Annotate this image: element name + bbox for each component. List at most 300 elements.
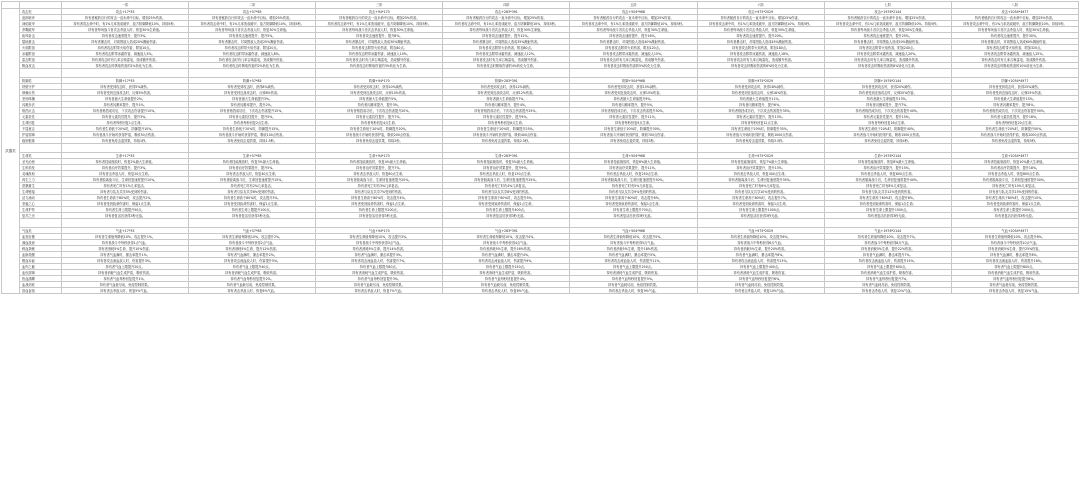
table-cell[interactable]: 持有者消耗5%生命，提升20%伤害。 [697, 246, 824, 252]
empty-cell[interactable] [189, 144, 316, 153]
row-label[interactable]: 格挡反击 [20, 108, 62, 114]
table-cell[interactable]: 持有者暴击时，对周围敌人造成60%溅射伤害。 [951, 39, 1078, 45]
table-cell[interactable]: 持有者击杀敌人时，恢复7%气血。 [316, 288, 443, 294]
table-cell[interactable]: 持有者消耗气血生成护盾，吸收伤害。 [62, 270, 189, 276]
table-cell[interactable]: 持有者攻击时吸取伤害的3%转化为生命。 [316, 63, 443, 69]
table-cell[interactable]: 持有者元素抗性提升，提升15%。 [824, 114, 951, 120]
table-cell[interactable]: 持有者受到致命伤害时，保留1点生命。 [570, 201, 697, 207]
table-cell[interactable]: 持有者治疗效果提升，提升5%。 [189, 165, 316, 171]
table-cell[interactable]: 持有者消耗5%生命，提升10%伤害。 [62, 246, 189, 252]
table-cell[interactable]: 持有者消耗5%生命，提升12%伤害。 [189, 246, 316, 252]
table-cell[interactable]: 持有者气血每秒回复提升7%。 [824, 276, 951, 282]
table-cell[interactable]: 持有者受到攻击时，获得20%减伤。 [824, 84, 951, 90]
table-cell[interactable]: 持有者攻击速度提升，提升25%。 [824, 33, 951, 39]
row-label[interactable]: 裂地重击 [20, 39, 62, 45]
table-cell[interactable]: 持有者闪避率提升，提升8%。 [951, 102, 1078, 108]
table-cell[interactable]: 气血+17*35 [62, 228, 189, 234]
table-cell[interactable]: 持有者战斗中每秒获得6点气血。 [697, 240, 824, 246]
row-label[interactable]: 血脉觉醒 [20, 252, 62, 258]
table-cell[interactable]: 持有者攻击流血敌人时，伤害提升9%。 [443, 258, 570, 264]
table-cell[interactable]: 持有者攻击附带火焰伤害，附加180点。 [697, 45, 824, 51]
table-cell[interactable]: 持有者生命上限提升200点。 [316, 207, 443, 213]
table-cell[interactable]: 持有者受到近战攻击时，反弹5%伤害。 [62, 90, 189, 96]
table-cell[interactable]: 持有者气血满时，暴击率提升6%。 [697, 252, 824, 258]
table-cell[interactable]: 持有者暴击时，对周围敌人造成45%溅射伤害。 [697, 39, 824, 45]
table-cell[interactable]: 持有者攻击附带火焰伤害，附加120点。 [570, 45, 697, 51]
table-cell[interactable]: 持有者生命值每降低10%，攻击提升1%。 [62, 234, 189, 240]
table-cell[interactable]: 持有者每场战斗首次击杀敌人时，恢复30%生命值。 [62, 27, 189, 33]
empty-cell[interactable] [316, 144, 443, 153]
table-cell[interactable]: 攻击+57*85 [189, 9, 316, 15]
table-cell[interactable]: 防御+2054*4977 [951, 78, 1078, 84]
table-cell[interactable]: 持有者攻击流血敌人时，伤害提升3%。 [62, 258, 189, 264]
table-cell[interactable]: 持有者技能施放时，恢复3%最大生命值。 [189, 159, 316, 165]
table-cell[interactable]: 持有者生命值每降低10%，攻击提升8%。 [951, 234, 1078, 240]
table-cell[interactable]: 持有者脱离战斗后，生命回复速度提升10%。 [62, 177, 189, 183]
row-label[interactable]: 杀戮破军 [20, 27, 62, 33]
table-cell[interactable]: 持有者免疫击退效果，持续2.5秒。 [443, 138, 570, 144]
table-cell[interactable]: 持有者气血满时，暴击率提升8%。 [951, 252, 1078, 258]
table-cell[interactable]: 持有者受到近战攻击时，反弹20%伤害。 [824, 90, 951, 96]
table-cell[interactable]: 气血+2054*4977 [951, 228, 1078, 234]
table-cell[interactable]: 持有者气血满时，暴击率提升5%。 [570, 252, 697, 258]
table-cell[interactable]: 持有者复活后获得3秒无敌。 [62, 213, 189, 219]
table-cell[interactable]: 持有者气血每秒回复提升8%。 [951, 276, 1078, 282]
row-label[interactable]: 活力涌动 [20, 195, 62, 201]
table-cell[interactable]: 持有者闪避率提升，提升7%。 [824, 102, 951, 108]
empty-cell[interactable] [20, 144, 62, 153]
row-label[interactable]: 嗜血本能 [20, 258, 62, 264]
table-cell[interactable]: 持有者每场战斗首次击杀敌人时，恢复30%生命值。 [824, 27, 951, 33]
table-cell[interactable]: 防御+57*85 [189, 78, 316, 84]
table-cell[interactable]: 持有者气血上限提升80点。 [316, 264, 443, 270]
table-cell[interactable]: 持有者治疗效果提升，提升3%。 [62, 165, 189, 171]
table-cell[interactable]: 持有者消耗气血生成护盾，吸收伤害。 [951, 270, 1078, 276]
table-cell[interactable]: 持有者死亡时有2%几率复活。 [189, 183, 316, 189]
table-cell[interactable]: 持有者受到致命伤害时，保留1点生命。 [824, 201, 951, 207]
table-cell[interactable]: 持有者格挡成功后，下次攻击伤害提升50%。 [951, 108, 1078, 114]
table-cell[interactable]: 持有者生命上限提升100点。 [189, 207, 316, 213]
empty-cell[interactable] [697, 144, 824, 153]
table-cell[interactable]: 生命+1976*2144 [824, 153, 951, 159]
table-cell[interactable]: 持有者攻击时有几率召唤雷电，造成额外伤害。 [824, 57, 951, 63]
column-header[interactable]: 八阶 [951, 2, 1078, 9]
table-cell[interactable]: 持有者每秒回复6点生命。 [443, 120, 570, 126]
table-cell[interactable]: 持有者攻击附带火焰伤害，附加10点。 [62, 45, 189, 51]
table-cell[interactable]: 持有者暴击时，对周围敌人造成50%溅射伤害。 [824, 39, 951, 45]
table-cell[interactable]: 持有者脱离战斗后，生命回复速度提升30%。 [570, 177, 697, 183]
table-cell[interactable]: 持有者攻击命中时，有1%几率造成破甲，敌方防御降低10%，持续5秒。 [951, 21, 1078, 27]
table-cell[interactable]: 持有者战斗开始时获得护盾，吸收200点伤害。 [316, 132, 443, 138]
table-cell[interactable]: 持有者元素抗性提升，提升18%。 [951, 114, 1078, 120]
row-label[interactable]: 血色屏障 [20, 270, 62, 276]
table-cell[interactable]: 生命+57*85 [189, 153, 316, 159]
table-cell[interactable]: 持有者死亡时有8%几率复活。 [824, 183, 951, 189]
table-cell[interactable]: 持有者气血上限提升800点。 [951, 264, 1078, 270]
table-cell[interactable]: 持有者攻击命中时，有1%几率造成破甲，敌方防御降低10%，持续5秒。 [697, 21, 824, 27]
table-cell[interactable]: 持有者击杀敌人时，恢复5%气血。 [62, 288, 189, 294]
table-cell[interactable]: 持有者攻击附带火焰伤害，附加20点。 [189, 45, 316, 51]
table-cell[interactable]: 持有者免疫击退效果，持续3秒。 [570, 138, 697, 144]
table-cell[interactable]: 持有者脱离战斗后，生命回复速度提升15%。 [189, 177, 316, 183]
table-cell[interactable]: 持有者治疗效果提升，提升7%。 [316, 165, 443, 171]
row-label[interactable]: 血战到底 [20, 282, 62, 288]
table-cell[interactable]: 持有者最大生命值提升9%。 [570, 96, 697, 102]
table-cell[interactable]: 持有者气血每秒回复提升5%。 [570, 276, 697, 282]
table-cell[interactable]: 持有者气血每秒回复提升4%。 [443, 276, 570, 282]
table-cell[interactable]: 生命+504*968 [570, 153, 697, 159]
table-cell[interactable]: 持有者生命高于80%时，攻击提升10%。 [951, 195, 1078, 201]
table-cell[interactable]: 持有者消耗气血生成护盾，吸收伤害。 [443, 270, 570, 276]
table-cell[interactable]: 持有者技能施放时，恢复2%最大生命值。 [62, 159, 189, 165]
table-cell[interactable]: 持有者受到致命伤害时，保留1点生命。 [316, 201, 443, 207]
table-cell[interactable]: 持有者受到致命伤害时，保留1点生命。 [189, 201, 316, 207]
table-cell[interactable]: 持有者免疫击退效果，持续4秒。 [824, 138, 951, 144]
table-cell[interactable]: 持有者死亡时有1%几率复活。 [62, 183, 189, 189]
table-cell[interactable]: 防御+283*391 [443, 78, 570, 84]
table-cell[interactable]: 攻击+17*35 [62, 9, 189, 15]
table-cell[interactable]: 持有者攻击流血敌人时，伤害提升7%。 [316, 258, 443, 264]
table-cell[interactable]: 持有者每场战斗首次击杀敌人时，恢复30%生命值。 [189, 27, 316, 33]
row-label[interactable]: 攻击类 [20, 9, 62, 15]
table-cell[interactable]: 持有者攻击流血敌人时，伤害提升13%。 [697, 258, 824, 264]
table-cell[interactable]: 持有者格挡成功后，下次攻击伤害提升35%。 [697, 108, 824, 114]
table-cell[interactable]: 持有者最大生命值提升11%。 [697, 96, 824, 102]
table-cell[interactable]: 持有者生命低于20%时，防御提升15%。 [189, 126, 316, 132]
empty-cell[interactable] [697, 219, 824, 228]
table-cell[interactable]: 持有者生命高于80%时，攻击提升3%。 [189, 195, 316, 201]
row-label[interactable]: 雷击附加 [20, 57, 62, 63]
table-cell[interactable]: 攻击+504*968 [570, 9, 697, 15]
table-cell[interactable]: 持有者受到近战攻击时，反弹12%伤害。 [443, 90, 570, 96]
table-cell[interactable]: 气血+1976*2144 [824, 228, 951, 234]
table-cell[interactable]: 持有者攻击速度提升，提升5%。 [189, 33, 316, 39]
table-cell[interactable]: 持有者战斗开始时获得护盾，吸收50点伤害。 [62, 132, 189, 138]
table-cell[interactable]: 持有者技能施放时，恢复4%最大生命值。 [316, 159, 443, 165]
table-cell[interactable]: 持有者击杀敌人时，恢复20点生命。 [62, 171, 189, 177]
table-cell[interactable]: 持有者消耗5%生命，提升18%伤害。 [570, 246, 697, 252]
table-cell[interactable]: 生命+94*170 [316, 153, 443, 159]
table-cell[interactable]: 持有者战斗中每秒获得8点气血。 [824, 240, 951, 246]
table-cell[interactable]: 持有者闪避率提升，提升3%。 [316, 102, 443, 108]
row-label[interactable]: 追踪暗斧 [20, 15, 62, 21]
table-cell[interactable]: 持有者暴击时，对周围敌人造成40%溅射伤害。 [570, 39, 697, 45]
empty-cell[interactable] [824, 219, 951, 228]
table-cell[interactable]: 持有者秘药自行的攻击一直未命中目标，增加25%伤害。 [316, 15, 443, 21]
table-cell[interactable]: 攻击+283*391 [443, 9, 570, 15]
table-cell[interactable]: 持有者每秒回复4点生命。 [316, 120, 443, 126]
empty-cell[interactable] [570, 219, 697, 228]
table-cell[interactable]: 持有者受到攻击时，获得12%减伤。 [443, 84, 570, 90]
table-cell[interactable]: 持有者闪避率提升，提升6%。 [697, 102, 824, 108]
row-label[interactable]: 血肉之躯 [20, 264, 62, 270]
table-cell[interactable]: 持有者受到致命伤害时，保留1点生命。 [443, 201, 570, 207]
table-cell[interactable]: 持有者生命高于80%时，攻击提升7%。 [697, 195, 824, 201]
table-cell[interactable]: 气血+94*170 [316, 228, 443, 234]
table-cell[interactable]: 持有者每秒回复20点生命。 [951, 120, 1078, 126]
table-cell[interactable]: 持有者与队友共享15%受到的伤害。 [951, 189, 1078, 195]
table-cell[interactable]: 持有者攻击时有几率召唤雷电，造成额外伤害。 [189, 57, 316, 63]
table-cell[interactable]: 持有者击杀敌人时，恢复800点生命。 [951, 171, 1078, 177]
table-cell[interactable]: 持有者气血耗尽前，免疫控制效果。 [316, 282, 443, 288]
table-cell[interactable]: 持有者攻击附带冰霜伤害，减速敌人18%。 [697, 51, 824, 57]
table-cell[interactable]: 持有者生命高于80%时，攻击提升4%。 [316, 195, 443, 201]
table-cell[interactable]: 持有者战斗开始时获得护盾，吸收1000点伤害。 [697, 132, 824, 138]
table-cell[interactable]: 持有者击杀敌人时，恢复9%气血。 [570, 288, 697, 294]
row-label[interactable]: 元素抗性 [20, 114, 62, 120]
table-cell[interactable]: 持有者攻击时吸取伤害的1%转化为生命。 [62, 63, 189, 69]
column-header[interactable]: 三阶 [316, 2, 443, 9]
table-cell[interactable]: 持有者受到近战攻击时，反弹8%伤害。 [189, 90, 316, 96]
table-cell[interactable]: 持有者每场战斗首次击杀敌人时，恢复30%生命值。 [697, 27, 824, 33]
table-cell[interactable]: 持有者格挡成功后，下次攻击伤害提升15%。 [189, 108, 316, 114]
table-cell[interactable]: 持有者秘药自行的攻击一直未命中目标，增加25%伤害。 [570, 15, 697, 21]
column-header[interactable]: 六阶 [697, 2, 824, 9]
table-cell[interactable]: 持有者死亡时有3%几率复活。 [316, 183, 443, 189]
table-cell[interactable]: 持有者攻击时吸取伤害的2%转化为生命。 [189, 63, 316, 69]
table-cell[interactable]: 持有者攻击流血敌人时，伤害提升11%。 [570, 258, 697, 264]
table-cell[interactable]: 持有者暴击时，对周围敌人造成30%溅射伤害。 [316, 39, 443, 45]
table-cell[interactable]: 持有者气血上限提升40点。 [189, 264, 316, 270]
table-cell[interactable]: 持有者生命低于20%时，防御提升40%。 [824, 126, 951, 132]
table-cell[interactable]: 持有者战斗中每秒获得1点气血。 [62, 240, 189, 246]
table-cell[interactable]: 持有者生命值每降低10%，攻击提升4%。 [443, 234, 570, 240]
empty-cell[interactable] [189, 69, 316, 78]
row-label[interactable]: 灵魂汲取 [20, 171, 62, 177]
table-cell[interactable]: 持有者击杀敌人时，恢复15%气血。 [951, 288, 1078, 294]
table-cell[interactable]: 持有者生命上限提升400点。 [443, 207, 570, 213]
table-cell[interactable]: 持有者气血上限提升20点。 [62, 264, 189, 270]
table-cell[interactable]: 持有者击杀敌人时，恢复150点生命。 [443, 171, 570, 177]
table-cell[interactable]: 生命+975*2029 [697, 153, 824, 159]
table-cell[interactable]: 防御+504*968 [570, 78, 697, 84]
table-cell[interactable]: 持有者每场战斗首次击杀敌人时，恢复30%生命值。 [316, 27, 443, 33]
table-cell[interactable]: 持有者击杀敌人时，恢复12%气血。 [824, 288, 951, 294]
table-cell[interactable]: 持有者闪避率提升，提升4%。 [443, 102, 570, 108]
empty-cell[interactable] [62, 219, 189, 228]
column-header[interactable]: 二阶 [189, 2, 316, 9]
table-cell[interactable]: 持有者消耗气血生成护盾，吸收伤害。 [316, 270, 443, 276]
table-cell[interactable]: 持有者攻击时有几率召唤雷电，造成额外伤害。 [443, 57, 570, 63]
table-cell[interactable]: 持有者最大生命值提升2%。 [62, 96, 189, 102]
table-cell[interactable]: 持有者脱离战斗后，生命回复速度提升35%。 [697, 177, 824, 183]
table-cell[interactable]: 持有者格挡成功后，下次攻击伤害提升25%。 [443, 108, 570, 114]
table-cell[interactable]: 持有者气血耗尽前，免疫控制效果。 [697, 282, 824, 288]
table-cell[interactable]: 持有者生命上限提升2000点。 [951, 207, 1078, 213]
table-cell[interactable]: 持有者与队友共享5%受到的伤害。 [62, 189, 189, 195]
table-cell[interactable]: 持有者击杀敌人时，恢复250点生命。 [570, 171, 697, 177]
table-cell[interactable]: 持有者与队友共享10%受到的伤害。 [697, 189, 824, 195]
table-cell[interactable]: 持有者攻击附带冰霜伤害，减速敌人25%。 [951, 51, 1078, 57]
table-cell[interactable]: 持有者战斗开始时获得护盾，吸收1500点伤害。 [824, 132, 951, 138]
empty-cell[interactable] [443, 219, 570, 228]
table-cell[interactable]: 持有者攻击命中时，有1%几率造成破甲，敌方防御降低10%，持续5秒。 [189, 21, 316, 27]
table-cell[interactable]: 持有者治疗效果提升，提升11%。 [570, 165, 697, 171]
table-cell[interactable]: 持有者攻击时有几率召唤雷电，造成额外伤害。 [62, 57, 189, 63]
empty-cell[interactable] [62, 144, 189, 153]
table-cell[interactable]: 持有者生命高于80%时，攻击提升5%。 [443, 195, 570, 201]
table-cell[interactable]: 持有者治疗效果提升，提升18%。 [951, 165, 1078, 171]
row-label[interactable]: 生命类 [20, 153, 62, 159]
table-cell[interactable]: 持有者攻击附带冰霜伤害，减速敌人15%。 [570, 51, 697, 57]
table-cell[interactable]: 持有者每场战斗首次击杀敌人时，恢复30%生命值。 [951, 27, 1078, 33]
table-cell[interactable]: 持有者生命上限提升700点。 [570, 207, 697, 213]
table-cell[interactable]: 持有者技能施放时，恢复10%最大生命值。 [951, 159, 1078, 165]
table-cell[interactable]: 持有者死亡时有10%几率复活。 [951, 183, 1078, 189]
table-cell[interactable]: 持有者攻击命中时，有1%几率造成破甲，敌方防御降低10%，持续5秒。 [570, 21, 697, 27]
table-cell[interactable]: 持有者气血上限提升600点。 [824, 264, 951, 270]
table-cell[interactable]: 持有者攻击速度提升，提升3%。 [62, 33, 189, 39]
table-cell[interactable]: 持有者击杀敌人时，恢复600点生命。 [824, 171, 951, 177]
row-label[interactable]: 冰霜附加 [20, 51, 62, 57]
table-cell[interactable]: 生命+2054*4977 [951, 153, 1078, 159]
table-cell[interactable]: 持有者每秒回复9点生命。 [570, 120, 697, 126]
row-label[interactable]: 生命链接 [20, 189, 62, 195]
table-cell[interactable]: 持有者闪避率提升，提升5%。 [570, 102, 697, 108]
table-cell[interactable]: 持有者攻击流血敌人时，伤害提升15%。 [824, 258, 951, 264]
table-cell[interactable]: 持有者消耗气血生成护盾，吸收伤害。 [189, 270, 316, 276]
table-cell[interactable]: 持有者每秒回复16点生命。 [824, 120, 951, 126]
table-cell[interactable]: 持有者受到攻击时，获得18%减伤。 [697, 84, 824, 90]
table-cell[interactable]: 持有者复活后获得3秒无敌。 [697, 213, 824, 219]
empty-cell[interactable] [697, 69, 824, 78]
table-cell[interactable]: 持有者攻击附带冰霜伤害，减速敌人5%。 [62, 51, 189, 57]
table-cell[interactable]: 持有者击杀敌人时，恢复40点生命。 [189, 171, 316, 177]
row-label[interactable]: 复苏之光 [20, 213, 62, 219]
table-cell[interactable]: 持有者技能施放时，恢复5%最大生命值。 [443, 159, 570, 165]
table-cell[interactable]: 持有者攻击速度提升，提升16%。 [570, 33, 697, 39]
table-cell[interactable]: 持有者最大生命值提升15%。 [951, 96, 1078, 102]
table-cell[interactable]: 持有者元素抗性提升，提升5%。 [189, 114, 316, 120]
table-cell[interactable]: 持有者消耗5%生命，提升22%伤害。 [824, 246, 951, 252]
table-cell[interactable]: 持有者攻击附带火焰伤害，附加80点。 [443, 45, 570, 51]
empty-cell[interactable] [443, 144, 570, 153]
table-cell[interactable]: 持有者生命高于80%时，攻击提升2%。 [62, 195, 189, 201]
table-cell[interactable]: 持有者脱离战斗后，生命回复速度提升50%。 [951, 177, 1078, 183]
row-label[interactable]: 防御类 [20, 78, 62, 84]
table-cell[interactable]: 持有者受到近战攻击时，反弹25%伤害。 [951, 90, 1078, 96]
table-cell[interactable]: 持有者秘药自行的攻击一直未命中目标，增加25%伤害。 [189, 15, 316, 21]
table-cell[interactable]: 持有者与队友共享8%受到的伤害。 [443, 189, 570, 195]
row-label[interactable]: 浴血奋战 [20, 288, 62, 294]
table-cell[interactable]: 持有者秘药自行的攻击一直未命中目标，增加25%伤害。 [443, 15, 570, 21]
table-cell[interactable]: 持有者消耗5%生命，提升16%伤害。 [443, 246, 570, 252]
table-cell[interactable]: 持有者生命值每降低10%，攻击提升6%。 [697, 234, 824, 240]
table-cell[interactable]: 持有者气血耗尽前，免疫控制效果。 [443, 282, 570, 288]
table-cell[interactable]: 持有者战斗开始时获得护盾，吸收400点伤害。 [443, 132, 570, 138]
table-cell[interactable]: 持有者元素抗性提升，提升3%。 [62, 114, 189, 120]
table-cell[interactable]: 持有者攻击流血敌人时，伤害提升18%。 [951, 258, 1078, 264]
table-cell[interactable]: 持有者攻击命中时，有1%几率造成破甲，敌方防御降低10%，持续5秒。 [443, 21, 570, 27]
table-cell[interactable]: 持有者击杀敌人时，恢复400点生命。 [697, 171, 824, 177]
table-cell[interactable]: 持有者格挡成功后，下次攻击伤害提升40%。 [824, 108, 951, 114]
table-cell[interactable]: 持有者气血每秒回复提升2%。 [189, 276, 316, 282]
empty-cell[interactable] [570, 144, 697, 153]
row-label[interactable]: 圣光治愈 [20, 159, 62, 165]
table-cell[interactable]: 持有者元素抗性提升，提升13%。 [697, 114, 824, 120]
table-cell[interactable]: 持有者攻击附带火焰伤害，附加320点。 [951, 45, 1078, 51]
table-cell[interactable]: 持有者每秒回复1点生命。 [62, 120, 189, 126]
table-cell[interactable]: 持有者受到致命伤害时，保留1点生命。 [62, 201, 189, 207]
row-label[interactable]: 涅槃重生 [20, 183, 62, 189]
column-header[interactable]: 四阶 [443, 2, 570, 9]
table-cell[interactable]: 持有者击杀敌人时，恢复80点生命。 [316, 171, 443, 177]
table-cell[interactable]: 持有者攻击时吸取伤害的4%转化为生命。 [443, 63, 570, 69]
table-cell[interactable]: 持有者暴击时，对周围敌人造成20%溅射伤害。 [62, 39, 189, 45]
row-label[interactable]: 疾风斩击 [20, 33, 62, 39]
table-cell[interactable]: 持有者气血满时，暴击率提升3%。 [316, 252, 443, 258]
column-header[interactable]: 五阶 [570, 2, 697, 9]
row-label[interactable]: 气血类 [20, 228, 62, 234]
row-label[interactable]: 热血沸腾 [20, 276, 62, 282]
table-cell[interactable]: 持有者秘药自行的攻击一直未命中目标，增加25%伤害。 [824, 15, 951, 21]
table-cell[interactable]: 持有者消耗气血生成护盾，吸收伤害。 [697, 270, 824, 276]
row-label[interactable]: 沸血战意 [20, 240, 62, 246]
table-cell[interactable]: 持有者攻击时吸取伤害的6%转化为生命。 [697, 63, 824, 69]
table-cell[interactable]: 气血+975*2029 [697, 228, 824, 234]
table-cell[interactable]: 持有者复活后获得3秒无敌。 [570, 213, 697, 219]
row-label[interactable]: 吸血攻击 [20, 63, 62, 69]
table-cell[interactable]: 持有者生命低于20%时，防御提升50%。 [951, 126, 1078, 132]
table-cell[interactable]: 持有者受到攻击时，获得5%减伤。 [62, 84, 189, 90]
table-cell[interactable]: 持有者治疗效果提升，提升15%。 [824, 165, 951, 171]
table-cell[interactable]: 持有者复活后获得3秒无敌。 [443, 213, 570, 219]
table-cell[interactable]: 持有者攻击附带冰霜伤害，减速敌人8%。 [189, 51, 316, 57]
table-cell[interactable]: 持有者攻击时吸取伤害的10%转化为生命。 [951, 63, 1078, 69]
row-label[interactable]: 护盾屏障 [20, 132, 62, 138]
table-cell[interactable]: 持有者攻击时吸取伤害的5%转化为生命。 [570, 63, 697, 69]
table-cell[interactable]: 持有者生命上限提升1000点。 [697, 207, 824, 213]
table-cell[interactable]: 持有者战斗开始时获得护盾，吸收100点伤害。 [189, 132, 316, 138]
empty-cell[interactable] [951, 144, 1078, 153]
table-cell[interactable]: 持有者战斗开始时获得护盾，吸收700点伤害。 [570, 132, 697, 138]
table-cell[interactable]: 持有者受到致命伤害时，保留1点生命。 [697, 201, 824, 207]
table-cell[interactable]: 持有者格挡成功后，下次攻击伤害提升10%。 [62, 108, 189, 114]
table-cell[interactable]: 持有者与队友共享9%受到的伤害。 [570, 189, 697, 195]
table-cell[interactable]: 持有者最大生命值提升5%。 [316, 96, 443, 102]
table-cell[interactable]: 持有者气血满时，暴击率提升4%。 [443, 252, 570, 258]
table-cell[interactable]: 持有者击杀敌人时，恢复6%气血。 [189, 288, 316, 294]
table-cell[interactable]: 持有者与队友共享7%受到的伤害。 [316, 189, 443, 195]
table-cell[interactable]: 持有者气血耗尽前，免疫控制效果。 [570, 282, 697, 288]
table-cell[interactable]: 持有者生命低于20%时，防御提升25%。 [443, 126, 570, 132]
table-cell[interactable]: 持有者复活后获得3秒无敌。 [951, 213, 1078, 219]
table-cell[interactable]: 持有者攻击命中时，有1%几率造成破甲，敌方防御降低10%，持续5秒。 [62, 21, 189, 27]
empty-cell[interactable] [443, 69, 570, 78]
table-cell[interactable]: 持有者击杀敌人时，恢复8%气血。 [443, 288, 570, 294]
table-cell[interactable]: 持有者气血耗尽前，免疫控制效果。 [189, 282, 316, 288]
table-cell[interactable]: 持有者格挡成功后，下次攻击伤害提升20%。 [316, 108, 443, 114]
table-cell[interactable]: 持有者与队友共享6%受到的伤害。 [189, 189, 316, 195]
table-cell[interactable]: 持有者生命低于20%时，防御提升35%。 [697, 126, 824, 132]
table-cell[interactable]: 持有者战斗中每秒获得3点气血。 [316, 240, 443, 246]
table-cell[interactable]: 持有者秘药自行的攻击一直未命中目标，增加25%伤害。 [697, 15, 824, 21]
table-cell[interactable]: 气血+504*968 [570, 228, 697, 234]
table-cell[interactable]: 持有者攻击附带火焰伤害，附加240点。 [824, 45, 951, 51]
column-header[interactable]: 七阶 [824, 2, 951, 9]
table-cell[interactable]: 持有者消耗5%生命，提升14%伤害。 [316, 246, 443, 252]
table-cell[interactable]: 攻击+975*2029 [697, 9, 824, 15]
table-cell[interactable]: 持有者元素抗性提升，提升11%。 [570, 114, 697, 120]
table-cell[interactable]: 持有者技能施放时，恢复7%最大生命值。 [697, 159, 824, 165]
table-cell[interactable]: 气血+283*391 [443, 228, 570, 234]
table-cell[interactable]: 持有者死亡时有5%几率复活。 [570, 183, 697, 189]
table-cell[interactable]: 持有者秘药自行的攻击一直未命中目标，增加25%伤害。 [62, 15, 189, 21]
empty-cell[interactable] [570, 69, 697, 78]
table-cell[interactable]: 持有者格挡成功后，下次攻击伤害提升30%。 [570, 108, 697, 114]
table-cell[interactable]: 持有者闪避率提升，提升1%。 [62, 102, 189, 108]
table-cell[interactable]: 持有者脱离战斗后，生命回复速度提升25%。 [443, 177, 570, 183]
